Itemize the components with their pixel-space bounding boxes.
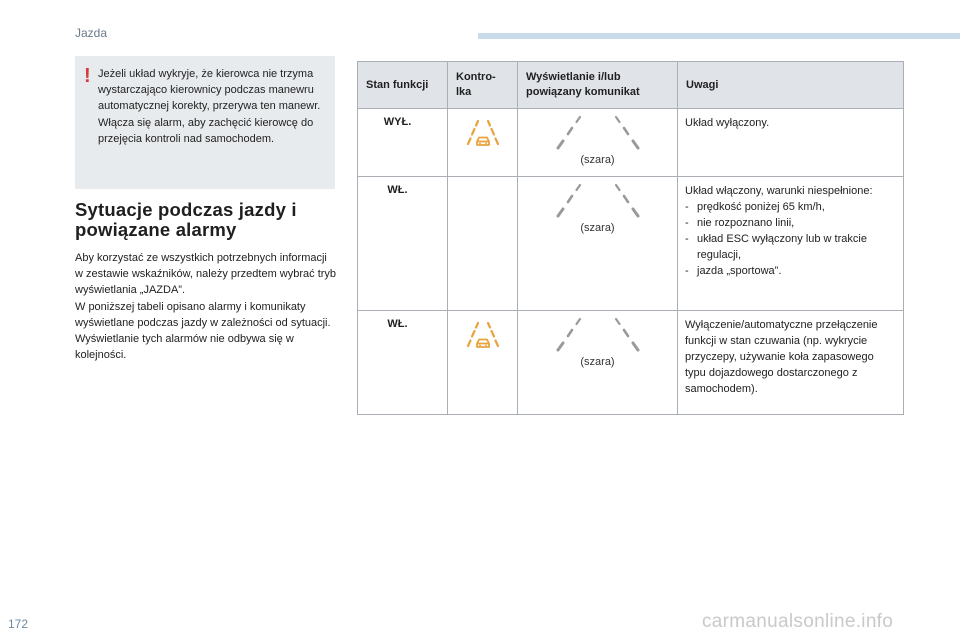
lane-lines-grey-icon	[552, 115, 644, 151]
control-cell	[448, 177, 518, 311]
control-cell	[448, 109, 518, 177]
lane-lines-grey-icon	[552, 317, 644, 353]
column-header-notes: Uwagi	[678, 62, 904, 109]
display-cell	[518, 311, 678, 415]
notes-text: Układ włączony, warunki niespełnione:	[685, 185, 873, 197]
column-header-control: Kontro-lka	[448, 62, 518, 109]
intro-paragraph-2: W poniższej tabeli opisano alarmy i komunikaty wyświetlane podczas jazdy w zależności od sytuacji.	[75, 300, 331, 329]
list-item: - prędkość poniżej 65 km/h,	[685, 199, 897, 215]
state-cell: WŁ.	[358, 177, 448, 311]
warning-exclamation-icon: !	[84, 65, 91, 87]
column-header-display: Wyświetlanie i/lub powiązany komunikat	[518, 62, 678, 109]
lane-lines-grey-icon	[552, 183, 644, 219]
notes-text: Wyłączenie/automatyczne przełączenie funkcji w stan czuwania (np. wykrycie przyczepy, używanie koła zapasowego typu dojazdowego dostarczonego z samochodem).	[685, 319, 878, 395]
control-cell	[448, 311, 518, 415]
page-number: 172	[8, 617, 29, 631]
table-row	[358, 177, 904, 311]
intro-paragraph-3: Wyświetlanie tych alarmów nie odbywa się w kolejności.	[75, 333, 294, 362]
notes-cell	[678, 311, 904, 415]
notes-cell	[678, 177, 904, 311]
display-caption: (szara)	[580, 154, 615, 166]
intro-text	[75, 250, 337, 363]
section-heading: Sytuacje podczas jazdy i powiązane alarmy	[75, 199, 297, 240]
lane-keeping-orange-icon	[466, 119, 500, 151]
display-cell	[518, 177, 678, 311]
header-accent-bar	[478, 33, 960, 39]
list-item: - układ ESC wyłączony lub w trakcie regulacji,	[685, 231, 897, 263]
state-cell: WŁ.	[358, 311, 448, 415]
state-cell: WYŁ.	[358, 109, 448, 177]
warning-text: Jeżeli układ wykryje, że kierowca nie trzyma wystarczająco kierownicy podczas manewru automatycznej korekty, przerywa ten manewr. Włącza się alarm, aby zachęcić kierowcę do przejęcia kontroli nad samochodem.	[98, 68, 321, 145]
section-header: Jazda	[75, 26, 108, 40]
list-item: - nie rozpoznano linii,	[685, 215, 897, 231]
lane-keeping-orange-icon	[466, 321, 500, 353]
warning-box	[75, 56, 335, 189]
notes-text: Układ wyłączony.	[685, 117, 770, 129]
watermark: carmanualsonline.info	[702, 611, 894, 632]
display-caption: (szara)	[580, 356, 615, 368]
table-row	[358, 109, 904, 177]
list-item: - jazda „sportowa”.	[685, 263, 897, 279]
table-header-row	[358, 62, 904, 109]
column-header-state: Stan funkcji	[358, 62, 448, 109]
display-caption: (szara)	[580, 222, 615, 234]
conditions-list	[685, 199, 897, 279]
intro-paragraph-1: Aby korzystać ze wszystkich potrzebnych informacji w zestawie wskaźników, należy przedtem wybrać tryb wyświetlania „JAZDA”.	[75, 252, 337, 297]
notes-cell	[678, 109, 904, 177]
display-cell	[518, 109, 678, 177]
alarm-table	[357, 61, 904, 415]
table-row	[358, 311, 904, 415]
